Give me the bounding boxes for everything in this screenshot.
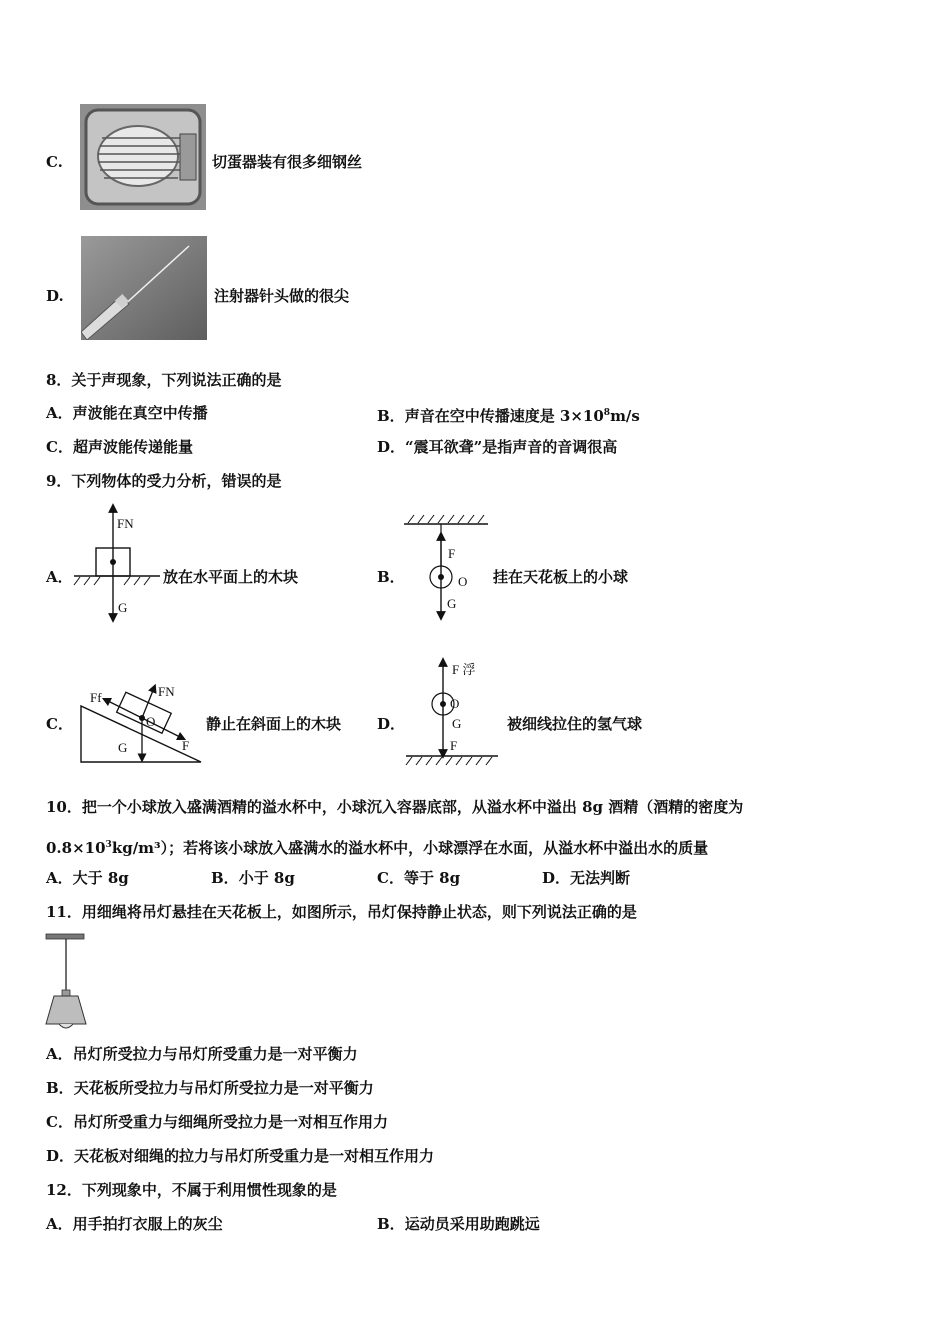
option-label: C．	[46, 1113, 73, 1131]
option-label: A．	[46, 404, 73, 422]
density-value: 0.8×10	[46, 839, 106, 857]
q8-stem: 8．关于声现象，下列说法正确的是	[46, 371, 282, 389]
option-label: A．	[46, 1045, 73, 1063]
q9-option-c-label: C．	[46, 715, 73, 733]
q9-diagram-d	[402, 656, 502, 768]
q9-diagram-a	[70, 502, 162, 624]
force-label-g: G	[447, 596, 457, 611]
force-label-f: F	[182, 738, 190, 753]
q10-stem-line2	[46, 836, 708, 857]
q11-option-c[interactable]	[46, 1113, 388, 1131]
force-label-g: G	[118, 600, 128, 615]
q7-option-d-text: 注射器针头做的很尖	[214, 287, 350, 305]
force-label-g: G	[118, 740, 128, 755]
q11-option-a[interactable]	[46, 1045, 358, 1063]
q9-option-a-label: A．	[46, 568, 73, 586]
hanging-lamp-figure	[44, 932, 94, 1032]
center-label-o: O	[450, 696, 460, 711]
q8-option-b[interactable]	[377, 404, 640, 425]
q11-stem: 11．用细绳将吊灯悬挂在天花板上，如图所示，吊灯保持静止状态，则下列说法正确的是	[46, 903, 637, 921]
q8-option-c[interactable]	[46, 438, 193, 456]
q10-stem-line1: 10．把一个小球放入盛满酒精的溢水杯中，小球沉入容器底部，从溢水杯中溢出 8g 酒精（酒精的密度为	[46, 798, 744, 816]
option-text: 等于 8g	[403, 869, 461, 887]
option-text: 用手拍打衣服上的灰尘	[72, 1215, 223, 1233]
center-label-o: O	[146, 714, 156, 729]
q12-option-b[interactable]	[377, 1215, 540, 1233]
force-label-f-buoyancy: F 浮	[452, 662, 476, 677]
q9-option-d-label: D．	[377, 715, 406, 733]
option-text: 天花板对细绳的拉力与吊灯所受重力是一对相互作用力	[74, 1147, 435, 1165]
q10-option-a[interactable]	[46, 869, 129, 887]
stem-rest: kg/m³）；若将该小球放入盛满水的溢水杯中，小球漂浮在水面，从溢水杯中溢出水的质量	[111, 839, 709, 857]
q10-option-c[interactable]	[377, 869, 460, 887]
q9-diagram-b	[400, 512, 492, 622]
q9-diagram-c	[78, 680, 204, 766]
q8-option-d[interactable]	[377, 438, 617, 456]
option-text: 天花板所受拉力与吊灯所受拉力是一对平衡力	[73, 1079, 374, 1097]
syringe-photo	[81, 236, 207, 340]
option-text: 大于 8g	[72, 869, 129, 887]
q11-option-d[interactable]	[46, 1147, 434, 1165]
q7-option-c-label: C.	[46, 153, 63, 171]
q10-option-b[interactable]	[211, 869, 295, 887]
option-label: B．	[46, 1079, 74, 1097]
q9-option-b-text: 挂在天花板上的小球	[493, 568, 629, 586]
option-text: 声波能在真空中传播	[72, 404, 208, 422]
option-text: 声音在空中传播速度是 3×10	[404, 407, 604, 425]
q7-option-c-text: 切蛋器装有很多细钢丝	[212, 153, 363, 171]
option-text: 吊灯所受重力与细绳所受拉力是一对相互作用力	[72, 1113, 388, 1131]
option-label: D．	[377, 438, 406, 456]
q8-option-a[interactable]	[46, 404, 208, 422]
force-label-fn: FN	[158, 684, 175, 699]
option-text: “震耳欲聋”是指声音的音调很高	[405, 438, 618, 456]
center-label-o: O	[458, 574, 468, 589]
unit: m/s	[610, 407, 640, 425]
option-text: 小于 8g	[238, 869, 295, 887]
q9-stem: 9．下列物体的受力分析，错误的是	[46, 472, 282, 490]
option-label: C．	[46, 438, 73, 456]
q9-option-c-text: 静止在斜面上的木块	[206, 715, 342, 733]
option-text: 无法判断	[570, 869, 631, 887]
q12-option-a[interactable]	[46, 1215, 223, 1233]
option-label: C．	[377, 869, 404, 887]
egg-slicer-photo	[80, 104, 206, 210]
force-label-f: F	[448, 546, 456, 561]
option-label: A．	[46, 869, 73, 887]
q9-option-a-text: 放在水平面上的木块	[163, 568, 299, 586]
q9-option-b-label: B．	[377, 568, 405, 586]
q10-option-d[interactable]	[542, 869, 630, 887]
option-label: B．	[377, 407, 405, 425]
q9-option-d-text: 被细线拉住的氢气球	[507, 715, 643, 733]
option-label: B．	[377, 1215, 405, 1233]
option-label: D．	[542, 869, 571, 887]
force-label-g: G	[452, 716, 462, 731]
force-label-ff: Ff	[90, 690, 102, 705]
force-label-f: F	[450, 738, 458, 753]
option-text: 吊灯所受拉力与吊灯所受重力是一对平衡力	[72, 1045, 358, 1063]
option-text: 超声波能传递能量	[72, 438, 193, 456]
exponent: 3	[105, 840, 112, 850]
q7-option-d-label: D.	[46, 287, 64, 305]
q11-option-b[interactable]	[46, 1079, 374, 1097]
option-label: A．	[46, 1215, 73, 1233]
option-label: B．	[211, 869, 239, 887]
option-text: 运动员采用助跑跳远	[404, 1215, 540, 1233]
force-label-fn: FN	[117, 516, 134, 531]
q12-stem: 12．下列现象中，不属于利用惯性现象的是	[46, 1181, 337, 1199]
exponent: 8	[603, 408, 611, 418]
option-label: D．	[46, 1147, 75, 1165]
